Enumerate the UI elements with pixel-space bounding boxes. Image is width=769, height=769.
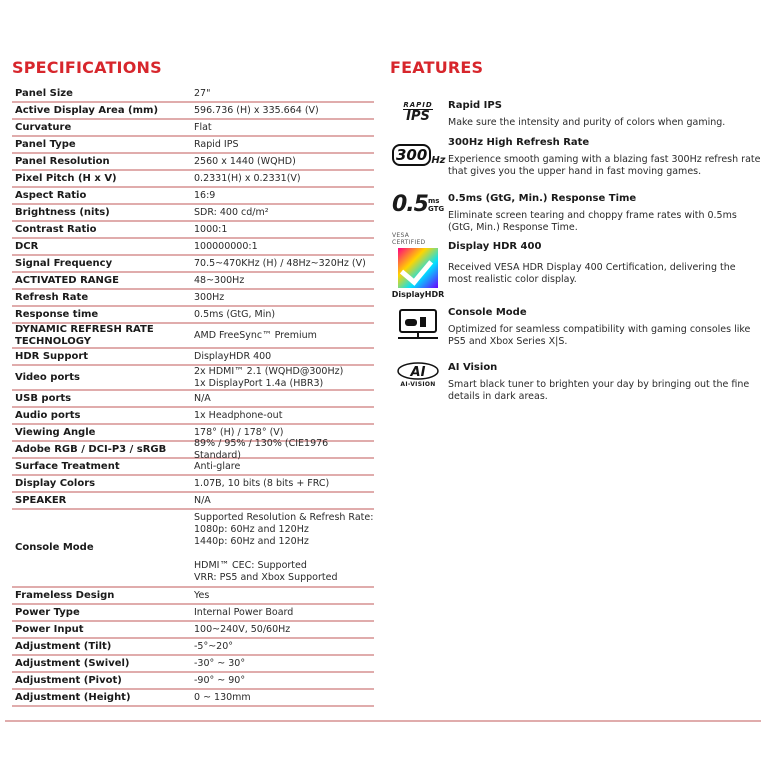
- feature-description: Experience smooth gaming with a blazing fast 300Hz refresh rate that gives you the upper hand in fast moving games.: [448, 154, 761, 177]
- display-hdr-icon: VESA CERTIFIED DisplayHDR: [391, 232, 445, 299]
- feature-title: AI Vision: [448, 362, 498, 373]
- spec-label: Viewing Angle: [15, 426, 96, 438]
- spec-label: Frameless Design: [15, 589, 115, 601]
- spec-row: [12, 493, 374, 510]
- feature-ai-vision: [392, 361, 762, 411]
- spec-value: 300Hz: [194, 291, 225, 303]
- spec-row: [12, 349, 374, 366]
- svg-text:AI: AI: [410, 365, 426, 380]
- spec-value: Supported Resolution & Refresh Rate: 1080p: 60Hz and 120Hz 1440p: 60Hz and 120Hz HDMI™ CEC: Supported VRR: PS5 and Xbox Supported: [194, 512, 374, 583]
- spec-row: [12, 408, 374, 425]
- spec-row: [12, 366, 374, 391]
- feature-300hz: [392, 136, 762, 192]
- spec-row: [12, 307, 374, 324]
- spec-value: 1000:1: [194, 223, 228, 235]
- spec-row: [12, 137, 374, 154]
- spec-value: Yes: [194, 589, 210, 601]
- spec-value: N/A: [194, 494, 211, 506]
- response-time-icon: 0.5 ms GTG: [392, 192, 445, 217]
- console-mode-icon: [392, 308, 444, 342]
- spec-value: 100000000:1: [194, 240, 258, 252]
- spec-label: Display Colors: [15, 477, 96, 489]
- spec-label: Contrast Ratio: [15, 223, 97, 235]
- spec-label: Panel Size: [15, 87, 73, 99]
- spec-label: Adjustment (Height): [15, 691, 131, 703]
- spec-row: [12, 605, 374, 622]
- spec-value: Rapid IPS: [194, 138, 239, 150]
- feature-title: 0.5ms (GtG, Min.) Response Time: [448, 193, 637, 204]
- spec-value: 27": [194, 87, 211, 99]
- spec-row: [12, 222, 374, 239]
- spec-row: [12, 656, 374, 673]
- spec-label: Aspect Ratio: [15, 189, 87, 201]
- spec-label: SPEAKER: [15, 494, 67, 506]
- spec-label: Adobe RGB / DCI-P3 / sRGB: [15, 443, 167, 455]
- spec-row: [12, 639, 374, 656]
- spec-label: DYNAMIC REFRESH RATE TECHNOLOGY: [15, 323, 154, 347]
- spec-value: 89% / 95% / 130% (CIE1976 Standard): [194, 437, 329, 461]
- spec-row: [12, 239, 374, 256]
- spec-row: [12, 673, 374, 690]
- spec-value: 1.07B, 10 bits (8 bits + FRC): [194, 477, 330, 489]
- features-list: [392, 99, 762, 411]
- rapid-ips-icon: RAPID IPS: [403, 101, 433, 124]
- spec-row: [12, 256, 374, 273]
- feature-display-hdr: [391, 232, 762, 306]
- feature-title: 300Hz High Refresh Rate: [448, 137, 590, 148]
- spec-label: Adjustment (Tilt): [15, 640, 112, 652]
- spec-label: Pixel Pitch (H x V): [15, 172, 117, 184]
- spec-label: Adjustment (Swivel): [15, 657, 130, 669]
- feature-response-time: [392, 192, 762, 240]
- spec-label: Brightness (nits): [15, 206, 110, 218]
- spec-row: [12, 120, 374, 137]
- spec-value: Flat: [194, 121, 212, 133]
- specifications-table: [12, 86, 374, 707]
- spec-row: [12, 273, 374, 290]
- spec-label: Curvature: [15, 121, 72, 133]
- spec-label: USB ports: [15, 392, 72, 404]
- spec-label: Active Display Area (mm): [15, 104, 159, 116]
- spec-value: -5°~20°: [194, 640, 234, 652]
- spec-label: Power Type: [15, 606, 80, 618]
- spec-value: N/A: [194, 392, 211, 404]
- feature-description: Optimized for seamless compatibility with gaming consoles like PS5 and Xbox Series X|S.: [448, 324, 751, 347]
- spec-value: -30° ~ 30°: [194, 657, 246, 669]
- spec-label: Signal Frequency: [15, 257, 113, 269]
- spec-value: -90° ~ 90°: [194, 674, 246, 686]
- spec-row: [12, 510, 374, 588]
- spec-value: 2x HDMI™ 2.1 (WQHD@300Hz) 1x DisplayPort 1.4a (HBR3): [194, 365, 344, 389]
- spec-label: Console Mode: [15, 542, 94, 553]
- spec-value: 0.2331(H) x 0.2331(V): [194, 172, 301, 184]
- spec-label: Surface Treatment: [15, 460, 120, 472]
- spec-label: Video ports: [15, 371, 80, 383]
- feature-title: Display HDR 400: [448, 241, 542, 252]
- spec-row: [12, 588, 374, 605]
- spec-row: [12, 205, 374, 222]
- feature-description: Received VESA HDR Display 400 Certification, delivering the most realistic color display.: [448, 262, 736, 285]
- feature-title: Console Mode: [448, 307, 527, 318]
- spec-label: Panel Resolution: [15, 155, 110, 167]
- spec-label: ACTIVATED RANGE: [15, 274, 119, 286]
- spec-row: [12, 622, 374, 639]
- spec-row: [12, 690, 374, 707]
- feature-description: Eliminate screen tearing and choppy frame rates with 0.5ms (GtG, Min.) Response Time.: [448, 210, 737, 233]
- spec-label: Power Input: [15, 623, 84, 635]
- spec-value: Internal Power Board: [194, 606, 294, 618]
- spec-label: Panel Type: [15, 138, 76, 150]
- feature-console-mode: [392, 306, 762, 361]
- spec-value: 596.736 (H) x 335.664 (V): [194, 104, 319, 116]
- spec-row: [12, 86, 374, 103]
- 300hz-icon: 300 Hz: [392, 144, 444, 166]
- spec-label: Audio ports: [15, 409, 81, 421]
- spec-row: [12, 188, 374, 205]
- spec-value: 2560 x 1440 (WQHD): [194, 155, 296, 167]
- spec-row: [12, 154, 374, 171]
- spec-value: 16:9: [194, 189, 216, 201]
- features-heading: FEATURES: [390, 58, 484, 77]
- spec-value: 70.5~470KHz (H) / 48Hz~320Hz (V): [194, 257, 366, 269]
- spec-value: 0.5ms (GtG, Min): [194, 308, 276, 320]
- spec-value: 1x Headphone-out: [194, 409, 283, 421]
- spec-value: DisplayHDR 400: [194, 350, 272, 362]
- spec-row: [12, 391, 374, 408]
- spec-value: 178° (H) / 178° (V): [194, 426, 284, 438]
- spec-value: 100~240V, 50/60Hz: [194, 623, 291, 635]
- spec-row: [12, 290, 374, 307]
- spec-row: [12, 324, 374, 349]
- spec-label: HDR Support: [15, 350, 89, 362]
- feature-description: Smart black tuner to brighten your day by bringing out the fine details in dark areas.: [448, 379, 750, 402]
- spec-value: 0 ~ 130mm: [194, 691, 251, 703]
- spec-row: [12, 459, 374, 476]
- spec-value: Anti-glare: [194, 460, 241, 472]
- spec-label: DCR: [15, 240, 39, 252]
- feature-description: Make sure the intensity and purity of colors when gaming.: [448, 117, 726, 128]
- spec-value: 48~300Hz: [194, 274, 245, 286]
- spec-row: [12, 437, 374, 461]
- feature-title: Rapid IPS: [448, 100, 502, 111]
- spec-value: SDR: 400 cd/m²: [194, 206, 269, 218]
- specifications-heading: SPECIFICATIONS: [12, 58, 162, 77]
- spec-label: Refresh Rate: [15, 291, 89, 303]
- spec-row: [12, 103, 374, 120]
- spec-row: [12, 476, 374, 493]
- spec-value: AMD FreeSync™ Premium: [194, 329, 317, 341]
- feature-rapid-ips: [392, 99, 762, 136]
- spec-row: [12, 171, 374, 188]
- spec-label: Adjustment (Pivot): [15, 674, 122, 686]
- ai-vision-icon: AI AI-VISION: [392, 361, 444, 388]
- bottom-divider: [5, 720, 761, 722]
- spec-label: Response time: [15, 308, 99, 320]
